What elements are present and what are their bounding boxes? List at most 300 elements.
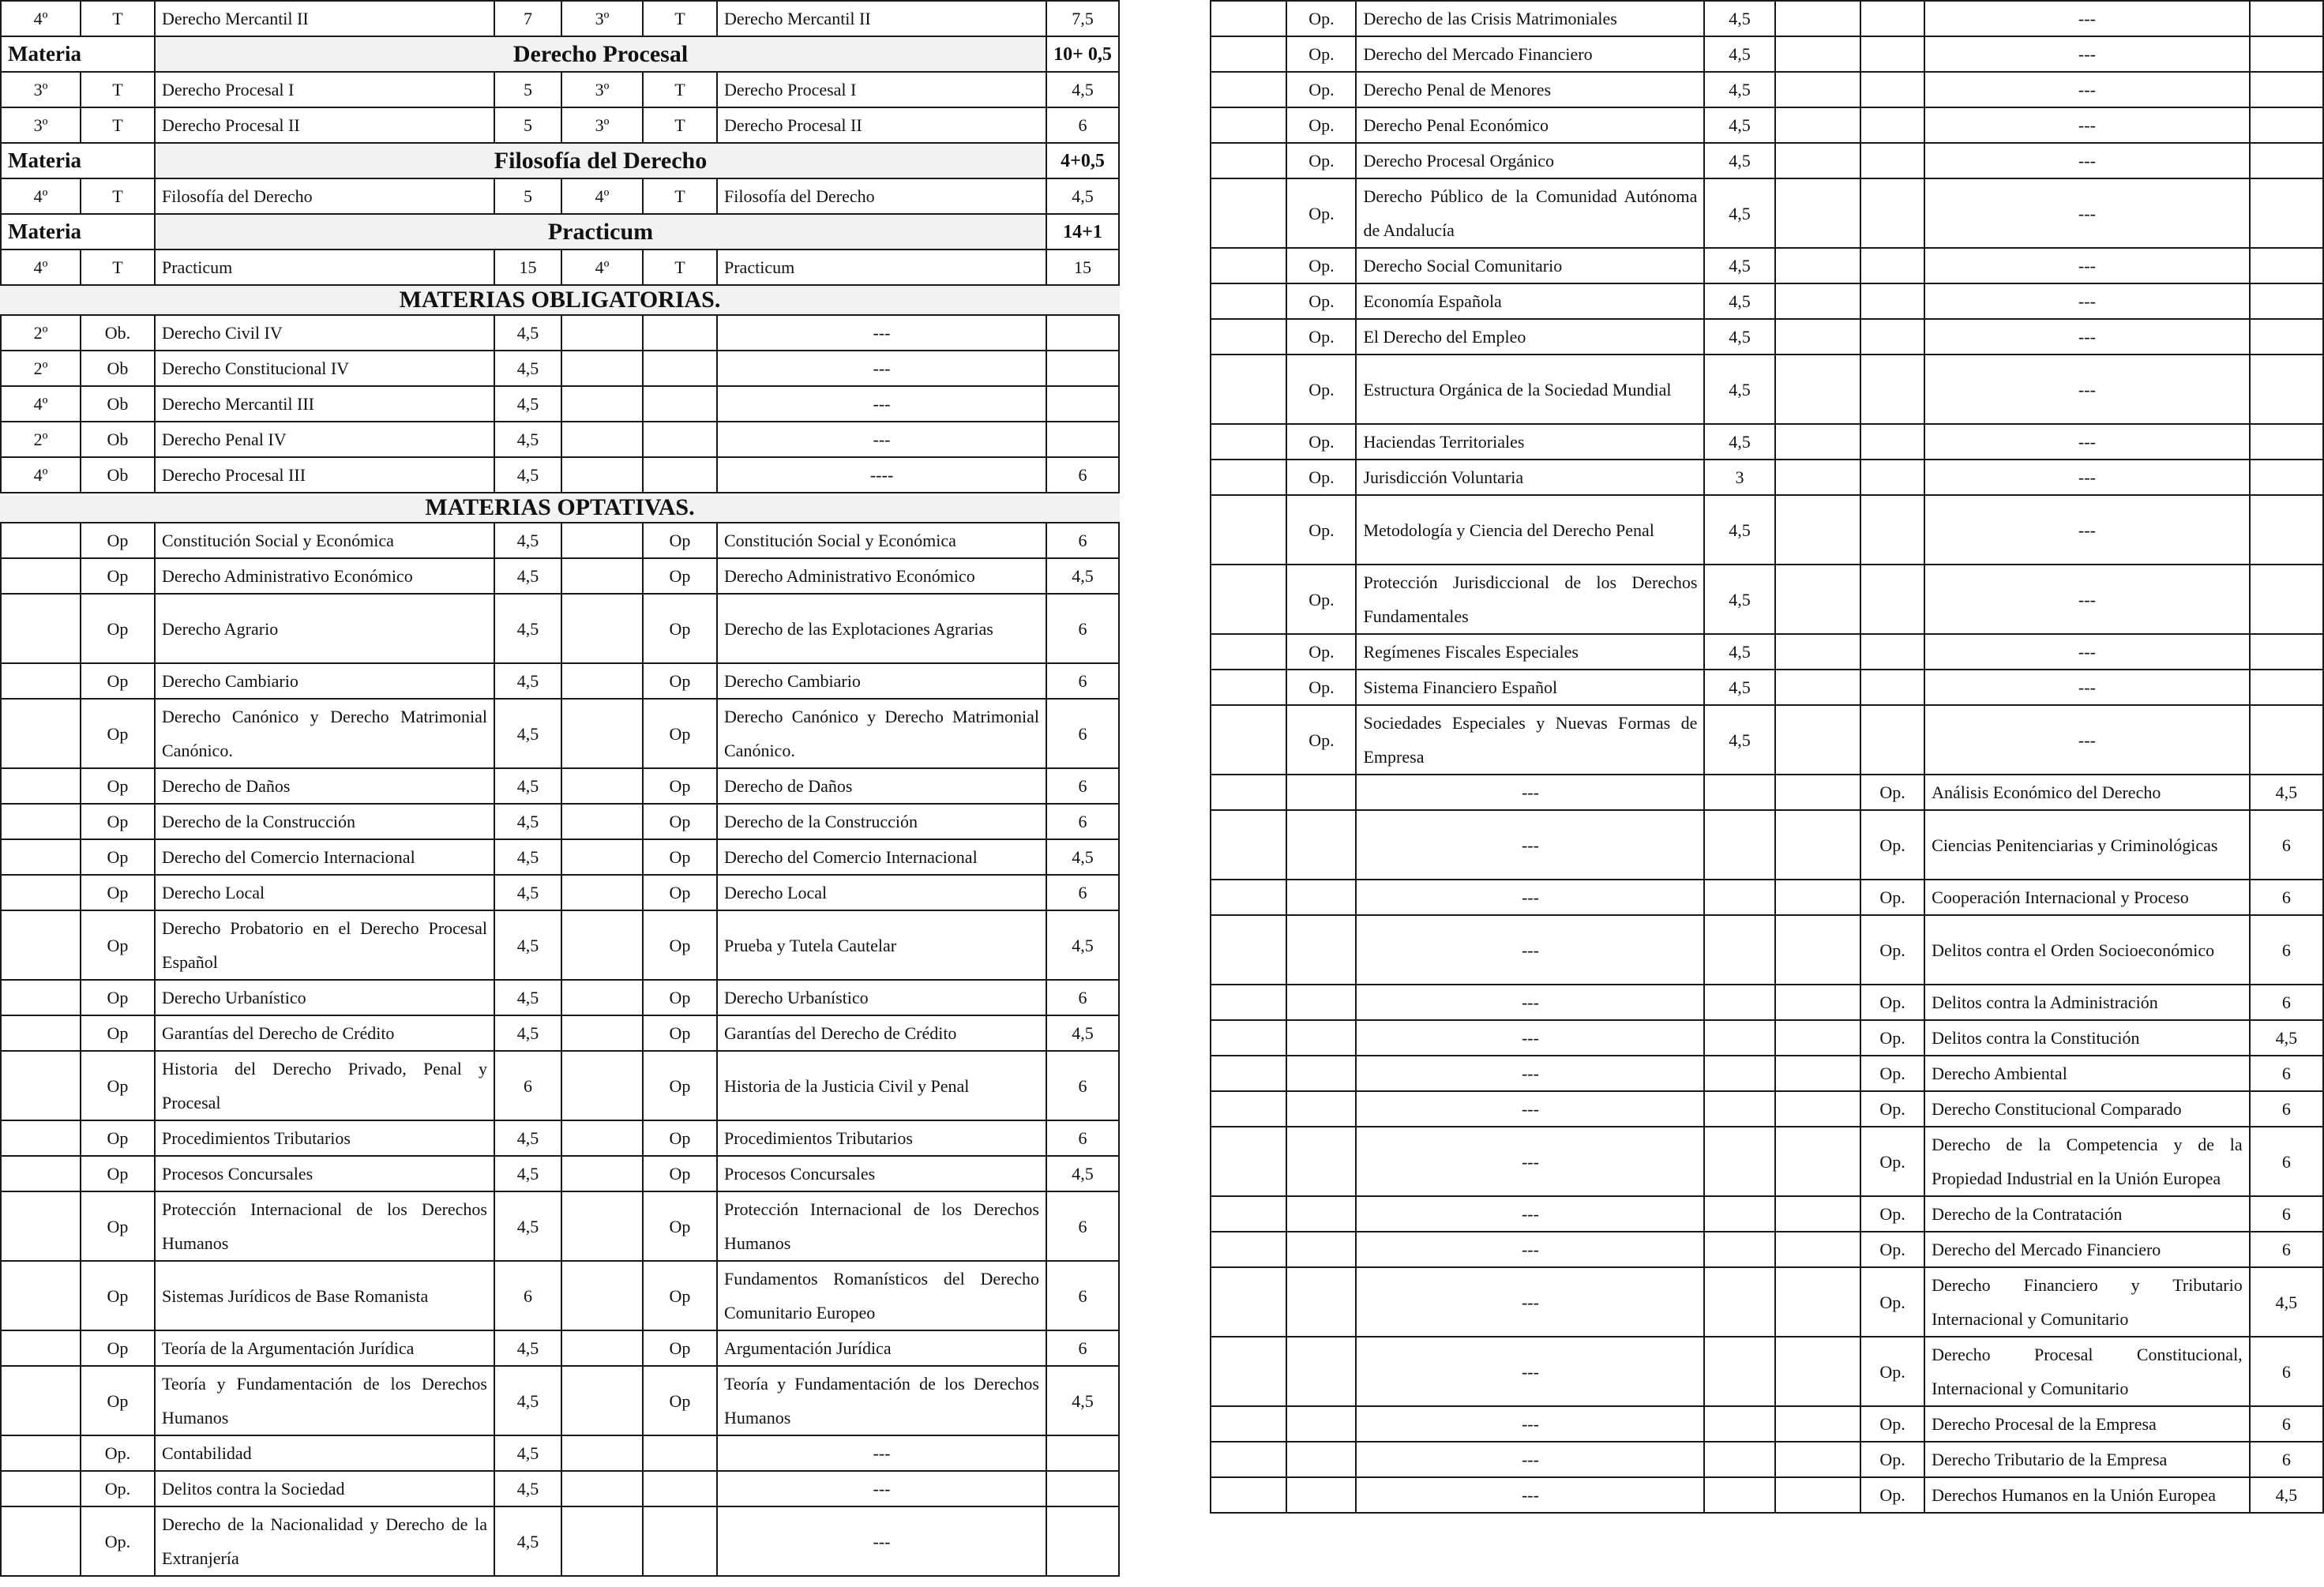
cell-curso-nuevo xyxy=(561,386,643,422)
cell-curso-nuevo xyxy=(561,1506,643,1576)
cell-asignatura-nueva: Derecho Financiero y Tributario Internacional y Comunitario xyxy=(1924,1267,2250,1337)
cell-creditos-nuevos: 4,5 xyxy=(1046,72,1119,107)
cell-tipo xyxy=(1286,775,1356,810)
table-row xyxy=(1211,1056,2323,1091)
cell-tipo-nuevo: Op. xyxy=(1860,915,1924,985)
cell-asignatura-nueva: --- xyxy=(1924,355,2250,424)
cell-asignatura-nueva: Derechos Humanos en la Unión Europea xyxy=(1924,1477,2250,1513)
cell-curso xyxy=(1211,1020,1286,1056)
cell-creditos-nuevos: 6 xyxy=(2250,1337,2323,1406)
cell-creditos-nuevos: 6 xyxy=(2250,1196,2323,1232)
cell-asignatura-nueva: Derecho Procesal de la Empresa xyxy=(1924,1406,2250,1442)
cell-tipo-nuevo xyxy=(643,1506,717,1576)
cell-curso-nuevo xyxy=(561,804,643,839)
cell-creditos: 4,5 xyxy=(1704,143,1774,178)
cell-curso-nuevo: 4º xyxy=(561,249,643,285)
cell-creditos: 4,5 xyxy=(1704,107,1774,143)
cell-creditos: 4,5 xyxy=(1704,705,1774,775)
cell-tipo-nuevo: Op. xyxy=(1860,1232,1924,1267)
cell-curso-nuevo xyxy=(561,594,643,663)
cell-creditos: 4,5 xyxy=(1704,634,1774,670)
cell-curso-nuevo xyxy=(1775,565,1860,634)
cell-tipo-nuevo xyxy=(1860,705,1924,775)
cell-creditos-nuevos: 4,5 xyxy=(1046,910,1119,980)
cell-creditos-nuevos: 6 xyxy=(1046,1191,1119,1261)
cell-creditos xyxy=(1704,915,1774,985)
section-header-row xyxy=(1,493,1119,523)
cell-tipo: Op. xyxy=(1286,72,1356,107)
cell-tipo: Op xyxy=(81,804,155,839)
cell-curso-nuevo xyxy=(561,1051,643,1120)
cell-tipo: Op xyxy=(81,699,155,768)
cell-creditos-nuevos xyxy=(1046,422,1119,457)
cell-creditos-nuevos xyxy=(2250,670,2323,705)
cell-asignatura-nueva: Procesos Concursales xyxy=(717,1156,1046,1191)
table-row xyxy=(1211,355,2323,424)
cell-asignatura-nueva: Constitución Social y Económica xyxy=(717,523,1046,558)
cell-curso xyxy=(1211,1127,1286,1196)
cell-curso xyxy=(1,1261,81,1330)
cell-tipo: Op. xyxy=(1286,565,1356,634)
cell-creditos: 4,5 xyxy=(1704,248,1774,283)
cell-tipo: Op. xyxy=(1286,319,1356,355)
table-row xyxy=(1,839,1119,875)
cell-curso: 4º xyxy=(1,249,81,285)
cell-creditos-nuevos: 6 xyxy=(1046,804,1119,839)
cell-creditos-nuevos: 6 xyxy=(1046,699,1119,768)
cell-tipo xyxy=(1286,1406,1356,1442)
cell-curso xyxy=(1,1156,81,1191)
cell-tipo-nuevo: Op xyxy=(643,804,717,839)
table-row xyxy=(1211,1127,2323,1196)
cell-asignatura: --- xyxy=(1356,1267,1704,1337)
cell-creditos-nuevos: 6 xyxy=(1046,663,1119,699)
cell-curso xyxy=(1211,565,1286,634)
cell-creditos-nuevos: 4,5 xyxy=(2250,1477,2323,1513)
cell-creditos: 4,5 xyxy=(494,699,561,768)
cell-asignatura: Derecho Penal Económico xyxy=(1356,107,1704,143)
cell-creditos-nuevos: 6 xyxy=(1046,594,1119,663)
cell-asignatura-nueva: Análisis Económico del Derecho xyxy=(1924,775,2250,810)
cell-tipo: Op. xyxy=(1286,495,1356,565)
cell-creditos xyxy=(1704,1232,1774,1267)
cell-tipo: Op. xyxy=(1286,1,1356,36)
cell-curso-nuevo xyxy=(561,980,643,1015)
cell-curso xyxy=(1211,178,1286,248)
cell-creditos xyxy=(1704,880,1774,915)
cell-curso-nuevo xyxy=(561,663,643,699)
cell-tipo: Op. xyxy=(1286,143,1356,178)
cell-creditos-nuevos: 4,5 xyxy=(2250,775,2323,810)
cell-asignatura-nueva: --- xyxy=(1924,72,2250,107)
cell-curso xyxy=(1211,495,1286,565)
cell-tipo: Op. xyxy=(1286,36,1356,72)
table-row xyxy=(1211,670,2323,705)
cell-asignatura-nueva: Derecho Procesal II xyxy=(717,107,1046,143)
cell-tipo: Op. xyxy=(1286,634,1356,670)
table-row xyxy=(1211,72,2323,107)
cell-tipo-nuevo xyxy=(1860,36,1924,72)
table-row xyxy=(1,594,1119,663)
cell-tipo-nuevo: Op xyxy=(643,1261,717,1330)
cell-curso: 3º xyxy=(1,107,81,143)
table-row xyxy=(1211,248,2323,283)
cell-tipo: Op. xyxy=(1286,460,1356,495)
cell-creditos: 15 xyxy=(494,249,561,285)
cell-tipo xyxy=(1286,1477,1356,1513)
cell-asignatura-nueva: --- xyxy=(1924,178,2250,248)
cell-curso xyxy=(1211,1477,1286,1513)
cell-creditos-nuevos: 7,5 xyxy=(1046,1,1119,36)
cell-curso-nuevo xyxy=(561,351,643,386)
cell-asignatura-nueva: Derecho Mercantil II xyxy=(717,1,1046,36)
cell-asignatura-nueva: --- xyxy=(717,1435,1046,1471)
cell-curso: 2º xyxy=(1,351,81,386)
table-row xyxy=(1,1,1119,36)
cell-asignatura-nueva: Derecho Procesal Constitucional, Internacional y Comunitario xyxy=(1924,1337,2250,1406)
cell-creditos-nuevos xyxy=(2250,355,2323,424)
table-row xyxy=(1,980,1119,1015)
cell-curso-nuevo xyxy=(1775,915,1860,985)
cell-asignatura: Metodología y Ciencia del Derecho Penal xyxy=(1356,495,1704,565)
cell-creditos xyxy=(1704,1127,1774,1196)
cell-tipo xyxy=(1286,1337,1356,1406)
table-row xyxy=(1,1191,1119,1261)
cell-curso-nuevo xyxy=(1775,1406,1860,1442)
cell-asignatura: Derecho Canónico y Derecho Matrimonial Canónico. xyxy=(155,699,494,768)
cell-curso xyxy=(1211,248,1286,283)
cell-curso-nuevo xyxy=(1775,1267,1860,1337)
cell-creditos-nuevos: 6 xyxy=(2250,880,2323,915)
cell-tipo-nuevo: Op xyxy=(643,875,717,910)
cell-curso xyxy=(1211,1091,1286,1127)
cell-asignatura: Derecho Probatorio en el Derecho Procesal Español xyxy=(155,910,494,980)
cell-creditos-nuevos: 4,5 xyxy=(2250,1020,2323,1056)
cell-asignatura: Jurisdicción Voluntaria xyxy=(1356,460,1704,495)
cell-asignatura-nueva: Derecho Urbanístico xyxy=(717,980,1046,1015)
cell-asignatura-nueva: Historia de la Justicia Civil y Penal xyxy=(717,1051,1046,1120)
materia-label: Materia xyxy=(1,214,155,249)
cell-asignatura: Derecho Social Comunitario xyxy=(1356,248,1704,283)
cell-tipo: Op xyxy=(81,594,155,663)
cell-curso-nuevo xyxy=(561,768,643,804)
cell-creditos-nuevos: 6 xyxy=(1046,980,1119,1015)
table-row xyxy=(1,804,1119,839)
table-row xyxy=(1,523,1119,558)
cell-asignatura-nueva: Derecho de las Explotaciones Agrarias xyxy=(717,594,1046,663)
cell-asignatura: --- xyxy=(1356,1232,1704,1267)
cell-creditos-nuevos: 4,5 xyxy=(1046,1366,1119,1435)
cell-curso-nuevo xyxy=(1775,880,1860,915)
cell-tipo xyxy=(1286,915,1356,985)
cell-asignatura: Derecho Procesal II xyxy=(155,107,494,143)
cell-asignatura-nueva: Prueba y Tutela Cautelar xyxy=(717,910,1046,980)
cell-creditos xyxy=(1704,1020,1774,1056)
cell-tipo-nuevo: Op xyxy=(643,839,717,875)
cell-asignatura-nueva: Derecho Canónico y Derecho Matrimonial Canónico. xyxy=(717,699,1046,768)
cell-tipo: Op xyxy=(81,768,155,804)
cell-creditos: 4,5 xyxy=(494,558,561,594)
cell-curso: 3º xyxy=(1,72,81,107)
cell-creditos: 4,5 xyxy=(1704,495,1774,565)
cell-tipo-nuevo xyxy=(1860,319,1924,355)
cell-tipo-nuevo xyxy=(1860,460,1924,495)
table-row xyxy=(1211,1406,2323,1442)
cell-asignatura-nueva: --- xyxy=(1924,460,2250,495)
cell-curso-nuevo: 3º xyxy=(561,1,643,36)
cell-creditos-nuevos: 6 xyxy=(2250,1056,2323,1091)
cell-curso xyxy=(1211,107,1286,143)
cell-asignatura: Derecho Cambiario xyxy=(155,663,494,699)
cell-creditos: 4,5 xyxy=(1704,565,1774,634)
cell-tipo: Ob xyxy=(81,457,155,493)
cell-tipo-nuevo: T xyxy=(643,107,717,143)
cell-tipo-nuevo xyxy=(643,1435,717,1471)
cell-curso-nuevo xyxy=(561,523,643,558)
cell-tipo-nuevo: T xyxy=(643,1,717,36)
cell-curso xyxy=(1,839,81,875)
cell-curso xyxy=(1211,880,1286,915)
cell-curso-nuevo xyxy=(561,699,643,768)
cell-asignatura: Economía Española xyxy=(1356,283,1704,319)
table-row xyxy=(1211,1020,2323,1056)
table-row xyxy=(1,1506,1119,1576)
cell-curso-nuevo xyxy=(1775,705,1860,775)
table-row xyxy=(1,1015,1119,1051)
cell-tipo: Op. xyxy=(1286,178,1356,248)
cell-asignatura: --- xyxy=(1356,1477,1704,1513)
cell-creditos xyxy=(1704,1056,1774,1091)
cell-creditos: 4,5 xyxy=(494,1120,561,1156)
cell-creditos: 4,5 xyxy=(1704,283,1774,319)
cell-curso xyxy=(1,1330,81,1366)
table-row xyxy=(1,457,1119,493)
cell-asignatura-nueva: Derecho del Mercado Financiero xyxy=(1924,1232,2250,1267)
section-header: MATERIAS OPTATIVAS. xyxy=(1,493,1119,523)
materia-row xyxy=(1,143,1119,178)
cell-asignatura: Derecho Público de la Comunidad Autónoma de Andalucía xyxy=(1356,178,1704,248)
cell-curso-nuevo xyxy=(561,875,643,910)
table-row xyxy=(1,386,1119,422)
cell-tipo-nuevo: Op xyxy=(643,663,717,699)
table-row xyxy=(1211,283,2323,319)
cell-creditos: 4,5 xyxy=(1704,319,1774,355)
cell-tipo: Op xyxy=(81,910,155,980)
cell-curso xyxy=(1,1120,81,1156)
cell-creditos xyxy=(1704,1406,1774,1442)
table-row xyxy=(1211,143,2323,178)
cell-tipo-nuevo: Op. xyxy=(1860,880,1924,915)
cell-asignatura-nueva: Derecho del Comercio Internacional xyxy=(717,839,1046,875)
table-row xyxy=(1211,810,2323,880)
cell-tipo-nuevo: Op xyxy=(643,1156,717,1191)
cell-tipo-nuevo xyxy=(1860,283,1924,319)
table-row xyxy=(1,107,1119,143)
cell-curso-nuevo xyxy=(1775,1020,1860,1056)
cell-curso: 4º xyxy=(1,178,81,214)
cell-tipo-nuevo: Op xyxy=(643,523,717,558)
left-table-panel xyxy=(0,0,1118,1577)
table-row xyxy=(1,663,1119,699)
cell-creditos xyxy=(1704,775,1774,810)
cell-creditos-nuevos xyxy=(2250,319,2323,355)
cell-creditos-nuevos xyxy=(2250,634,2323,670)
cell-asignatura: Procedimientos Tributarios xyxy=(155,1120,494,1156)
cell-asignatura: Haciendas Territoriales xyxy=(1356,424,1704,460)
cell-creditos: 5 xyxy=(494,178,561,214)
cell-creditos-nuevos: 4,5 xyxy=(1046,558,1119,594)
cell-tipo: T xyxy=(81,107,155,143)
cell-asignatura: Derecho de Daños xyxy=(155,768,494,804)
cell-tipo-nuevo: T xyxy=(643,178,717,214)
cell-asignatura: Sociedades Especiales y Nuevas Formas de Empresa xyxy=(1356,705,1704,775)
cell-tipo-nuevo: Op. xyxy=(1860,1127,1924,1196)
cell-creditos-nuevos xyxy=(1046,386,1119,422)
cell-tipo xyxy=(1286,1056,1356,1091)
cell-tipo: Op xyxy=(81,839,155,875)
table-row xyxy=(1,1051,1119,1120)
cell-asignatura-nueva: --- xyxy=(1924,1,2250,36)
cell-tipo: Op. xyxy=(1286,283,1356,319)
cell-creditos xyxy=(1704,1267,1774,1337)
cell-creditos-nuevos: 6 xyxy=(1046,1261,1119,1330)
cell-asignatura: Derecho de la Nacionalidad y Derecho de la Extranjería xyxy=(155,1506,494,1576)
cell-creditos: 4,5 xyxy=(1704,1,1774,36)
cell-curso-nuevo xyxy=(1775,283,1860,319)
table-row xyxy=(1,1435,1119,1471)
materia-row xyxy=(1,36,1119,72)
cell-asignatura-nueva: Derecho de la Competencia y de la Propiedad Industrial en la Unión Europea xyxy=(1924,1127,2250,1196)
cell-asignatura: Sistema Financiero Español xyxy=(1356,670,1704,705)
cell-curso: 4º xyxy=(1,1,81,36)
cell-curso xyxy=(1,1051,81,1120)
table-row xyxy=(1,249,1119,285)
cell-tipo-nuevo: Op xyxy=(643,1120,717,1156)
cell-tipo-nuevo xyxy=(643,315,717,351)
cell-creditos-nuevos: 6 xyxy=(1046,457,1119,493)
cell-asignatura-nueva: --- xyxy=(1924,424,2250,460)
cell-asignatura-nueva: Argumentación Jurídica xyxy=(717,1330,1046,1366)
cell-curso-nuevo: 3º xyxy=(561,72,643,107)
table-row xyxy=(1211,775,2323,810)
cell-tipo: Op xyxy=(81,980,155,1015)
cell-tipo xyxy=(1286,1020,1356,1056)
cell-asignatura: Protección Internacional de los Derechos Humanos xyxy=(155,1191,494,1261)
table-row xyxy=(1211,1,2323,36)
cell-creditos: 3 xyxy=(1704,460,1774,495)
cell-asignatura: Teoría y Fundamentación de los Derechos Humanos xyxy=(155,1366,494,1435)
cell-tipo-nuevo: Op xyxy=(643,1366,717,1435)
cell-asignatura: Derecho Administrativo Económico xyxy=(155,558,494,594)
cell-curso xyxy=(1211,810,1286,880)
cell-asignatura: Derecho Penal IV xyxy=(155,422,494,457)
section-header: MATERIAS OBLIGATORIAS. xyxy=(1,285,1119,315)
cell-asignatura-nueva: Cooperación Internacional y Proceso xyxy=(1924,880,2250,915)
cell-creditos-nuevos xyxy=(2250,460,2323,495)
cell-curso xyxy=(1211,1196,1286,1232)
cell-tipo: Op xyxy=(81,1156,155,1191)
cell-asignatura-nueva: --- xyxy=(1924,107,2250,143)
cell-curso xyxy=(1211,1056,1286,1091)
cell-tipo-nuevo: Op xyxy=(643,768,717,804)
cell-creditos-nuevos xyxy=(2250,705,2323,775)
cell-tipo xyxy=(1286,1232,1356,1267)
cell-tipo: Op. xyxy=(81,1435,155,1471)
table-row xyxy=(1,910,1119,980)
cell-tipo: Op xyxy=(81,1015,155,1051)
table-row xyxy=(1,558,1119,594)
cell-asignatura: Derecho Mercantil III xyxy=(155,386,494,422)
cell-curso xyxy=(1211,1337,1286,1406)
cell-tipo-nuevo: Op xyxy=(643,1191,717,1261)
cell-asignatura-nueva: ---- xyxy=(717,457,1046,493)
left-course-table xyxy=(0,0,1120,1577)
cell-curso-nuevo xyxy=(1775,810,1860,880)
cell-curso-nuevo xyxy=(1775,1127,1860,1196)
cell-asignatura: --- xyxy=(1356,1337,1704,1406)
cell-creditos-nuevos xyxy=(1046,1471,1119,1506)
cell-curso xyxy=(1,594,81,663)
table-row xyxy=(1211,178,2323,248)
cell-asignatura-nueva: Ciencias Penitenciarias y Criminológicas xyxy=(1924,810,2250,880)
cell-asignatura: Garantías del Derecho de Crédito xyxy=(155,1015,494,1051)
cell-tipo: Op xyxy=(81,1191,155,1261)
cell-asignatura: Derecho de la Construcción xyxy=(155,804,494,839)
cell-curso-nuevo: 4º xyxy=(561,178,643,214)
cell-asignatura: Sistemas Jurídicos de Base Romanista xyxy=(155,1261,494,1330)
table-row xyxy=(1,1471,1119,1506)
cell-creditos-nuevos xyxy=(2250,424,2323,460)
cell-creditos: 4,5 xyxy=(494,351,561,386)
right-table-panel xyxy=(1210,0,2324,1514)
cell-curso xyxy=(1,768,81,804)
cell-asignatura: Derecho Civil IV xyxy=(155,315,494,351)
cell-asignatura-nueva: Teoría y Fundamentación de los Derechos Humanos xyxy=(717,1366,1046,1435)
cell-creditos xyxy=(1704,985,1774,1020)
cell-curso xyxy=(1211,1,1286,36)
cell-tipo-nuevo xyxy=(1860,424,1924,460)
cell-asignatura: --- xyxy=(1356,1056,1704,1091)
cell-creditos-nuevos: 6 xyxy=(2250,810,2323,880)
cell-tipo-nuevo: Op. xyxy=(1860,1020,1924,1056)
cell-tipo-nuevo xyxy=(643,1471,717,1506)
cell-asignatura-nueva: --- xyxy=(717,386,1046,422)
cell-tipo-nuevo xyxy=(643,422,717,457)
cell-curso-nuevo: 3º xyxy=(561,107,643,143)
cell-asignatura-nueva: --- xyxy=(717,1471,1046,1506)
cell-asignatura-nueva: --- xyxy=(1924,319,2250,355)
cell-asignatura-nueva: --- xyxy=(1924,36,2250,72)
cell-tipo-nuevo: Op. xyxy=(1860,1337,1924,1406)
cell-asignatura: Constitución Social y Económica xyxy=(155,523,494,558)
cell-asignatura-nueva: --- xyxy=(1924,283,2250,319)
cell-asignatura-nueva: Procedimientos Tributarios xyxy=(717,1120,1046,1156)
cell-tipo-nuevo xyxy=(1860,565,1924,634)
cell-creditos xyxy=(1704,810,1774,880)
cell-curso-nuevo xyxy=(1775,1477,1860,1513)
cell-curso xyxy=(1211,424,1286,460)
cell-creditos-nuevos: 4,5 xyxy=(1046,839,1119,875)
cell-tipo-nuevo xyxy=(643,351,717,386)
cell-creditos: 4,5 xyxy=(494,804,561,839)
cell-curso-nuevo xyxy=(1775,1196,1860,1232)
table-row xyxy=(1211,424,2323,460)
cell-creditos-nuevos xyxy=(1046,315,1119,351)
cell-creditos xyxy=(1704,1091,1774,1127)
table-row xyxy=(1,1261,1119,1330)
table-row xyxy=(1,1366,1119,1435)
cell-curso-nuevo xyxy=(1775,107,1860,143)
